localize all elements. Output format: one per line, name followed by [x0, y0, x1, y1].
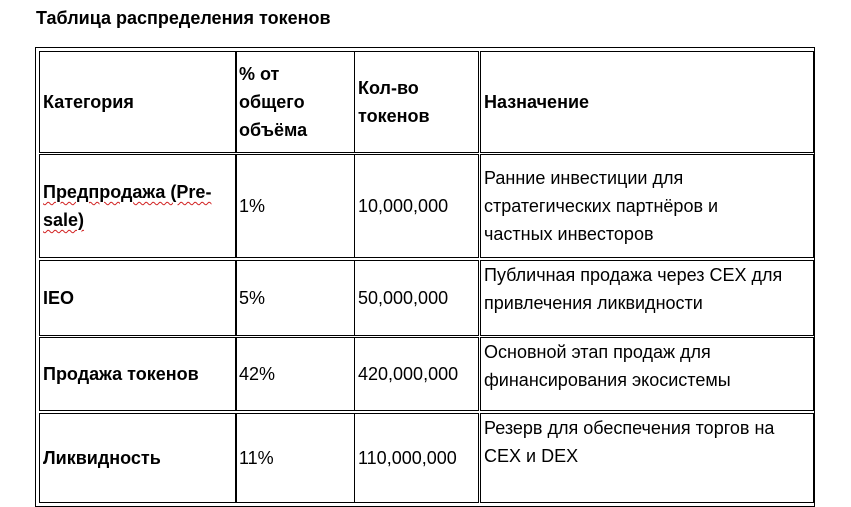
header-purpose [480, 51, 814, 153]
category-line [43, 206, 233, 234]
row-presale-percent [235, 154, 355, 258]
header-percent-line: объёма [239, 120, 308, 140]
row-liquidity-category [39, 413, 237, 503]
amount-value: 10,000,000 [358, 196, 449, 216]
category-line [43, 178, 233, 206]
header-percent-line: общего [239, 92, 305, 112]
token-distribution-table [35, 47, 815, 507]
spellcheck-underline: sale) [43, 210, 85, 230]
row-presale-purpose [480, 154, 814, 258]
row-token-sale-category [39, 337, 237, 411]
percent-value: 11% [239, 448, 274, 468]
purpose-line: Публичная продажа через CEX для [484, 265, 783, 285]
percent-value: 5% [239, 288, 266, 308]
row-presale-amount [354, 154, 479, 258]
category-line: Ликвидность [43, 448, 161, 468]
category-line: IEO [43, 288, 75, 308]
category-line: Продажа токенов [43, 364, 199, 384]
row-ieo-category [39, 260, 237, 336]
purpose-line: частных инвесторов [484, 224, 654, 244]
amount-value: 420,000,000 [358, 364, 459, 384]
percent-value: 1% [239, 196, 266, 216]
header-amount-line: токенов [358, 106, 430, 126]
header-category [39, 51, 237, 153]
purpose-line: Ранние инвестиции для [484, 168, 684, 188]
row-ieo-percent [235, 260, 355, 336]
row-token-sale-amount [354, 337, 479, 411]
amount-value: 110,000,000 [358, 448, 457, 468]
header-amount-line: Кол-во [358, 78, 419, 98]
row-token-sale-percent [235, 337, 355, 411]
header-purpose-label: Назначение [484, 92, 590, 112]
row-liquidity-amount [354, 413, 479, 503]
purpose-line: CEX и DEX [484, 446, 579, 466]
row-token-sale-purpose [480, 337, 814, 411]
header-category-label: Категория [43, 92, 134, 112]
row-presale-category [39, 154, 237, 258]
purpose-line: привлечения ликвидности [484, 293, 703, 313]
row-ieo-amount [354, 260, 479, 336]
document-title: Таблица распределения токенов [36, 8, 331, 28]
purpose-line: финансирования экосистемы [484, 370, 731, 390]
header-percent [235, 51, 355, 153]
percent-value: 42% [239, 364, 276, 384]
row-ieo-purpose [480, 260, 814, 336]
header-amount [354, 51, 479, 153]
purpose-line: Основной этап продаж для [484, 342, 711, 362]
row-liquidity-percent [235, 413, 355, 503]
purpose-line: Резерв для обеспечения торгов на [484, 418, 775, 438]
purpose-line: стратегических партнёров и [484, 196, 719, 216]
amount-value: 50,000,000 [358, 288, 449, 308]
spellcheck-underline: Предпродажа (Pre- [43, 182, 212, 202]
header-percent-line: % от [239, 64, 280, 84]
row-liquidity-purpose [480, 413, 814, 503]
